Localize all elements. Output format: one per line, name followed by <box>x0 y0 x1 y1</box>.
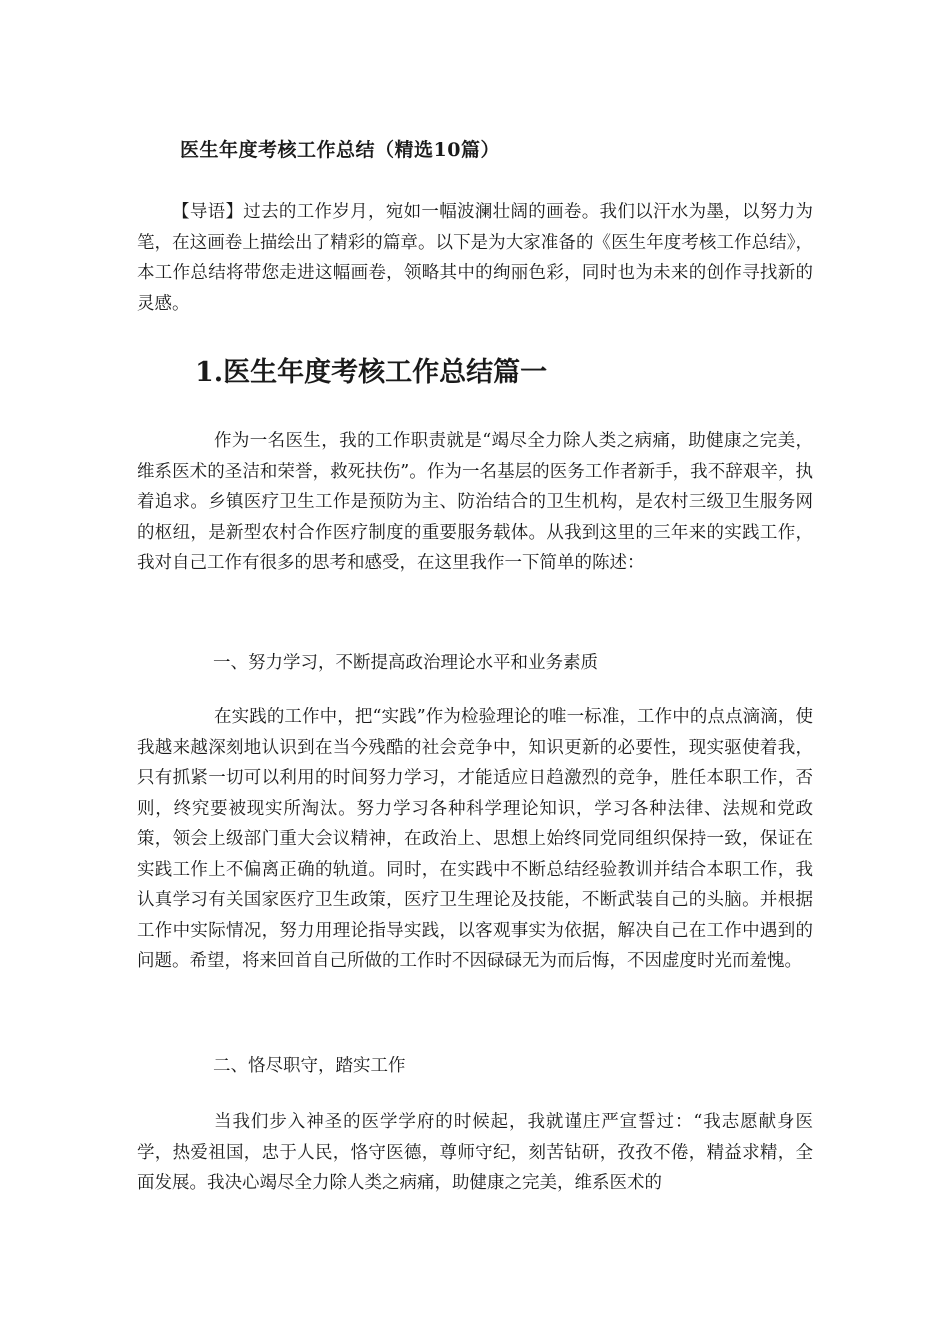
subheading-1: 一、努力学习，不断提高政治理论水平和业务素质 <box>213 653 598 673</box>
body-paragraph-3: 当我们步入神圣的医学学府的时候起，我就谨庄严宣誓过：“我志愿献身医学，热爱祖国，忠于人民，恪守医德，尊师守纪，刻苦钻研，孜孜不倦，精益求精，全面发展。我决心竭尽全力除人类之病痛，助健康之完美，维系医术的 <box>137 1112 813 1193</box>
body-paragraph-1: 作为一名医生，我的工作职责就是“竭尽全力除人类之病痛，助健康之完美，维系医术的圣洁和荣誉，救死扶伤”。作为一名基层的医务工作者新手，我不辞艰辛，执着追求。乡镇医疗卫生工作是预防为主、防治结合的卫生机构，是农村三级卫生服务网的枢纽，是新型农村合作医疗制度的重要服务载体。从我到这里的三年来的实践工作，我对自己工作有很多的思考和感受，在这里我作一下简单的陈述： <box>137 431 813 573</box>
section-heading: 1.医生年度考核工作总结篇一 <box>195 357 548 388</box>
body-paragraph-2: 在实践的工作中，把“实践”作为检验理论的唯一标准，工作中的点点滴滴，使我越来越深刻地认识到在当今残酷的社会竞争中，知识更新的必要性，现实驱使着我，只有抓紧一切可以利用的时间努力学习，才能适应日趋激烈的竞争，胜任本职工作，否则，终究要被现实所淘汰。努力学习各种科学理论知识，学习各种法律、法规和党政策，领会上级部门重大会议精神，在政治上、思想上始终同党同组织保持一致，保证在实践工作上不偏离正确的轨道。同时，在实践中不断总结经验教训并结合本职工作，我认真学习有关国家医疗卫生政策，医疗卫生理论及技能，不断武装自己的头脑。并根据工作中实际情况，努力用理论指导实践，以客观事实为依据，解决自己在工作中遇到的问题。希望，将来回首自己所做的工作时不因碌碌无为而后悔，不因虚度时光而羞愧。 <box>137 707 813 971</box>
subheading-2: 二、恪尽职守，踏实工作 <box>213 1056 406 1076</box>
intro-paragraph: 【导语】过去的工作岁月，宛如一幅波澜壮阔的画卷。我们以汗水为墨，以努力为笔，在这画卷上描绘出了精彩的篇章。以下是为大家准备的《医生年度考核工作总结》，本工作总结将带您走进这幅画卷，领略其中的绚丽色彩，同时也为未来的创作寻找新的灵感。 <box>137 202 813 314</box>
document-title: 医生年度考核工作总结（精选10篇） <box>180 139 500 161</box>
